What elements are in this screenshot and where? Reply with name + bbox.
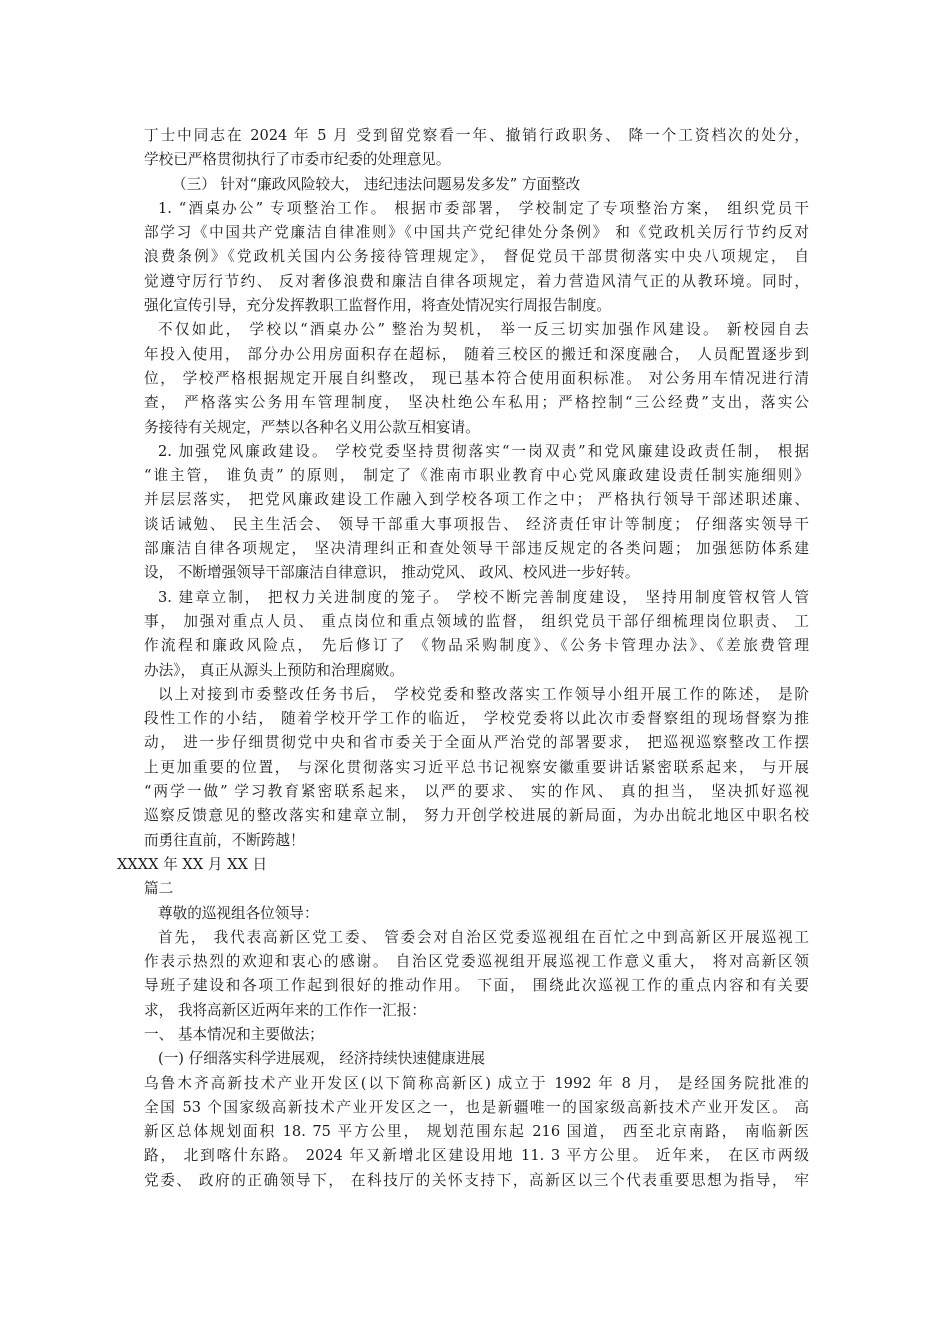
text-line: 部廉洁自律各项规定， 坚决清理纠正和查处领导干部违反规定的各类问题； 加强惩防体系建 [144, 540, 809, 558]
text-line: “谁主管， 谁负责” 的原则， 制定了《淮南市职业教育中心党风廉政建设责任制实施细则》 [144, 467, 809, 485]
text-line: 求， 我将高新区近两年来的工作作一汇报： [144, 1001, 426, 1019]
text-line: 而勇往直前，不断跨越！ [144, 831, 305, 849]
section-heading: （三） 针对“廉政风险较大， 违纪违法问题易发多发” 方面整改 [172, 175, 581, 193]
section-title: 篇二 [144, 880, 174, 898]
text-line: 党委、 政府的正确领导下， 在科技厅的关怀支持下，高新区以三个代表重要思想为指导， 牢 [144, 1171, 809, 1189]
text-line: 设， 不断增强领导干部廉洁自律意识， 推动党风、 政风、校风进一步好转。 [144, 564, 640, 582]
text-line: 务接待有关规定，严禁以各种名义用公款互相宴请。 [144, 418, 480, 436]
text-line: 路， 北到喀什东路。 2024 年又新增北区建设用地 11. 3 平方公里。 近年来， 在区市两级 [144, 1147, 809, 1165]
text-line: 作流程和廉政风险点， 先后修订了 《物品采购制度》、《公务卡管理办法》、《差旅费管理 [144, 637, 809, 655]
text-line: 作表示热烈的欢迎和衷心的感谢。 自治区党委巡视组开展巡视工作意义重大， 将对高新区领 [144, 953, 809, 971]
text-line: 导班子建设和各项工作起到很好的推动作用。 下面， 围绕此次巡视工作的重点内容和有关要 [144, 977, 809, 995]
text-line: 浪费条例》《党政机关国内公务接待管理规定》， 督促党员干部贯彻落实中央八项规定， 自 [144, 248, 809, 266]
section-heading: 一、 基本情况和主要做法； [144, 1025, 324, 1043]
text-line: 新区总体规划面积 18. 75 平方公里， 规划范围东起 216 国道， 西至北京南路， 南临新医 [144, 1123, 809, 1141]
text-line: 乌鲁木齐高新技术产业开发区(以下简称高新区) 成立于 1992 年 8 月， 是经国务院批准的 [144, 1074, 809, 1092]
text-line: 上更加重要的位置， 与深化贯彻落实习近平总书记视察安徽重要讲话紧密联系起来， 与开展 [144, 758, 809, 776]
text-line: 部学习《中国共产党廉洁自律准则》《中国共产党纪律处分条例》 和《党政机关厉行节约反对 [144, 224, 809, 242]
text-line: 以上对接到市委整改任务书后， 学校党委和整改落实工作领导小组开展工作的陈述， 是阶 [158, 685, 809, 703]
text-line: 查， 严格落实公务用车管理制度， 坚决杜绝公车私用；严格控制“三公经费”支出，落实公 [144, 394, 809, 412]
text-line: 丁士中同志在 2024 年 5 月 受到留党察看一年、撤销行政职务、 降一个工资档次的处分， [144, 127, 809, 144]
text-line: 办法》， 真正从源头上预防和治理腐败。 [144, 661, 405, 679]
text-line: 不仅如此， 学校以“酒桌办公” 整治为契机， 举一反三切实加强作风建设。 新校园自去 [158, 321, 809, 339]
text-line: 2. 加强党风廉政建设。 学校党委坚持贯彻落实“一岗双责”和党风廉建设政责任制， 根据 [158, 442, 809, 460]
text-line: 1. “酒桌办公” 专项整治工作。 根据市委部署， 学校制定了专项整治方案， 组织党员干 [158, 199, 809, 217]
text-line: 巡察反馈意见的整改落实和建章立制， 努力开创学校进展的新局面，为办出皖北地区中职名校 [144, 807, 809, 825]
text-line: 学校已严格贯彻执行了市委市纪委的处理意见。 [144, 151, 451, 169]
section-heading: (一) 仔细落实科学进展观， 经济持续快速健康进展 [158, 1050, 486, 1068]
text-line: 段性工作的小结， 随着学校开学工作的临近， 学校党委将以此次市委督察组的现场督察为推 [144, 710, 809, 728]
date-line: XXXX 年 XX 月 XX 日 [117, 855, 268, 873]
text-line: 谈话诫勉、 民主生活会、 领导干部重大事项报告、 经济责任审计等制度； 仔细落实领导干 [144, 515, 809, 533]
text-line: “两学一做” 学习教育紧密联系起来， 以严的要求、 实的作风、 真的担当， 坚决抓好巡视 [144, 783, 809, 801]
salutation: 尊敬的巡视组各位领导： [158, 904, 319, 922]
document-body [117, 124, 809, 1193]
text-line: 事， 加强对重点人员、 重点岗位和重点领域的监督， 组织党员干部仔细梳理岗位职责、 工 [144, 612, 809, 630]
text-line: 位， 学校严格根据规定开展自纠整改， 现已基本符合使用面积标准。 对公务用车情况进行清 [144, 369, 809, 387]
text-line: 动， 进一步仔细贯彻党中央和省市委关于全面从严治党的部署要求， 把巡视巡察整改工作摆 [144, 734, 809, 752]
text-line: 觉遵守厉行节约、 反对奢侈浪费和廉洁自律各项规定，着力营造风清气正的从教环境。同时， [144, 272, 809, 290]
text-line: 首先， 我代表高新区党工委、 管委会对自治区党委巡视组在百忙之中到高新区开展巡视工 [158, 928, 809, 946]
text-line: 全国 53 个国家级高新技术产业开发区之一，也是新疆唯一的国家级高新技术产业开发区。 高 [144, 1098, 809, 1116]
text-line: 并层层落实， 把党风廉政建设工作融入到学校各项工作之中； 严格执行领导干部述职述廉、 [144, 491, 809, 509]
text-line: 年投入使用， 部分办公用房面积存在超标， 随着三校区的搬迁和深度融合， 人员配置逐步到 [144, 345, 809, 363]
text-line: 强化宣传引导，充分发挥教职工监督作用，将查处情况实行周报告制度。 [144, 297, 612, 315]
text-line: 3. 建章立制， 把权力关进制度的笼子。 学校不断完善制度建设， 坚持用制度管权管人管 [158, 588, 809, 606]
